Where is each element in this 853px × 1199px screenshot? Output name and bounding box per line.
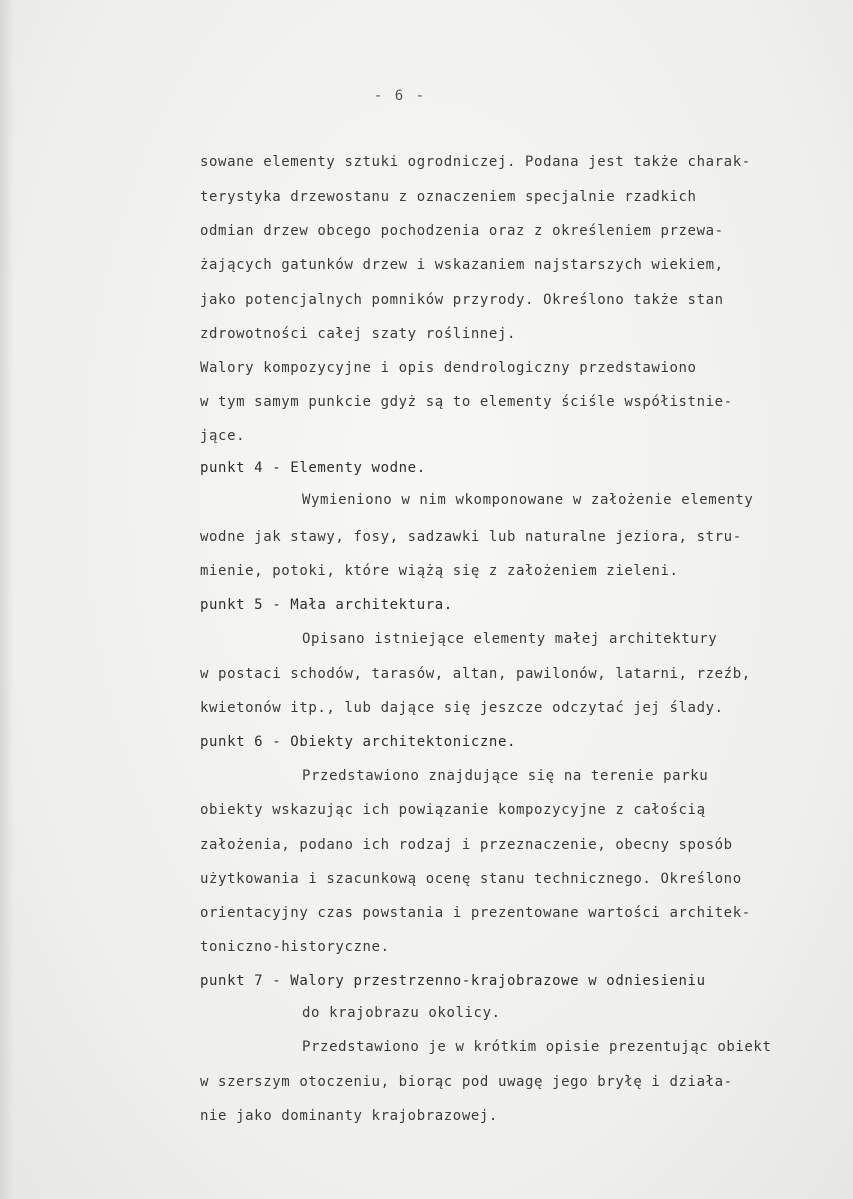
section-heading: punkt 6 - Obiekty architektoniczne. (200, 734, 517, 750)
text-line: mienie, potoki, które wiążą się z założeniem zieleni. (200, 563, 679, 579)
text-line: do krajobrazu okolicy. (302, 1005, 501, 1021)
text-line: toniczno-historyczne. (200, 939, 390, 955)
section-heading: punkt 5 - Mała architektura. (200, 597, 453, 613)
scan-edge-shadow (0, 0, 14, 1199)
text-line: Przedstawiono je w krótkim opisie prezentując obiekt (302, 1039, 772, 1055)
page-number: - 6 - (373, 88, 427, 104)
text-line: jące. (200, 428, 246, 444)
text-line: obiekty wskazując ich powiązanie kompozycyjne z całością (200, 802, 706, 818)
text-line: odmian drzew obcego pochodzenia oraz z określeniem przewa- (200, 223, 724, 239)
text-line: żających gatunków drzew i wskazaniem najstarszych wiekiem, (200, 257, 724, 273)
text-line: Walory kompozycyjne i opis dendrologiczny przedstawiono (200, 360, 697, 376)
text-line: sowane elementy sztuki ogrodniczej. Podana jest także charak- (200, 154, 751, 170)
text-line: zdrowotności całej szaty roślinnej. (200, 326, 517, 342)
text-line: Opisano istniejące elementy małej architektury (302, 631, 718, 647)
text-line: terystyka drzewostanu z oznaczeniem specjalnie rzadkich (200, 189, 697, 205)
text-line: jako potencjalnych pomników przyrody. Określono także stan (200, 292, 724, 308)
text-line: wodne jak stawy, fosy, sadzawki lub naturalne jeziora, stru- (200, 529, 742, 545)
text-line: założenia, podano ich rodzaj i przeznaczenie, obecny sposób (200, 837, 733, 853)
text-line: orientacyjny czas powstania i prezentowane wartości architek- (200, 905, 751, 921)
text-line: w postaci schodów, tarasów, altan, pawilonów, latarni, rzeźb, (200, 666, 751, 682)
text-line: w tym samym punkcie gdyż są to elementy ściśle współistnie- (200, 394, 733, 410)
text-line: w szerszym otoczeniu, biorąc pod uwagę jego bryłę i działa- (200, 1074, 733, 1090)
section-heading: punkt 4 - Elementy wodne. (200, 460, 426, 476)
text-line: kwietonów itp., lub dające się jeszcze odczytać jej ślady. (200, 700, 724, 716)
text-line: nie jako dominanty krajobrazowej. (200, 1108, 498, 1124)
text-line: Wymieniono w nim wkomponowane w założenie elementy (302, 492, 754, 508)
text-line: Przedstawiono znajdujące się na terenie parku (302, 768, 709, 784)
text-line: użytkowania i szacunkową ocenę stanu technicznego. Określono (200, 871, 742, 887)
section-heading: punkt 7 - Walory przestrzenno-krajobrazowe w odniesieniu (200, 973, 706, 989)
